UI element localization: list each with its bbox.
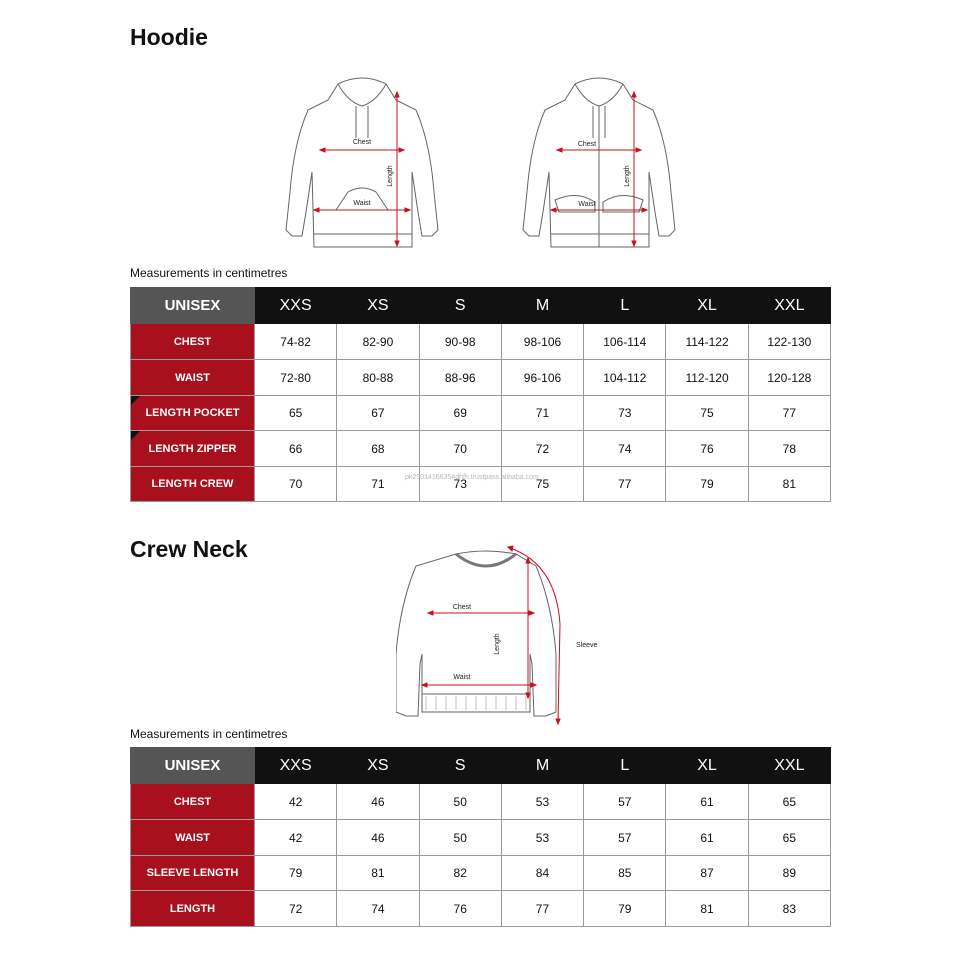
table-header-row <box>131 288 831 324</box>
table-cell: 106-114 <box>584 324 666 360</box>
size-header-l: L <box>584 288 666 324</box>
crew-chest-label: Chest <box>452 604 472 611</box>
hoodie-title: Hoodie <box>130 24 208 50</box>
row-label-text: LENGTH ZIPPER <box>148 442 237 455</box>
size-header-xxs: XXS <box>255 288 337 324</box>
size-header-xs: XS <box>337 748 419 784</box>
table-cell: 82-90 <box>337 324 419 360</box>
size-header-xxs: XXS <box>255 748 337 784</box>
watermark: pk29014166354dhfh.trustpass.alibaba.com <box>405 474 539 481</box>
table-row <box>131 467 831 502</box>
row-label-length-zipper <box>131 431 255 467</box>
table-cell: 68 <box>337 431 419 467</box>
table-row <box>131 431 831 467</box>
hoodie-measurement-note: Measurements in centimetres <box>130 266 288 280</box>
table-cell: 79 <box>584 891 666 927</box>
table-cell: 81 <box>337 856 419 891</box>
row-label-length-crew: LENGTH CREW <box>131 467 255 502</box>
zipper-waist-label: Waist <box>578 201 596 208</box>
table-cell: 89 <box>748 856 830 891</box>
table-cell: 84 <box>501 856 583 891</box>
table-row <box>131 891 831 927</box>
table-cell: 46 <box>337 820 419 856</box>
table-cell: 96-106 <box>501 360 583 396</box>
table-row <box>131 324 831 360</box>
table-cell: 70 <box>419 431 501 467</box>
corner-marker <box>131 431 140 440</box>
table-cell: 122-130 <box>748 324 830 360</box>
table-cell: 76 <box>419 891 501 927</box>
table-cell: 50 <box>419 784 501 820</box>
table-cell: 83 <box>748 891 830 927</box>
size-header-m: M <box>501 748 583 784</box>
row-label-waist: WAIST <box>131 820 255 856</box>
table-cell: 76 <box>666 431 748 467</box>
row-label-length-pocket <box>131 396 255 431</box>
size-header-m: M <box>501 288 583 324</box>
table-cell: 90-98 <box>419 324 501 360</box>
table-cell: 75 <box>501 467 583 502</box>
unisex-header: UNISEX <box>131 288 255 324</box>
table-cell: 120-128 <box>748 360 830 396</box>
table-cell: 66 <box>255 431 337 467</box>
hoodie-length-label: Length <box>387 165 394 187</box>
row-label-chest: CHEST <box>131 784 255 820</box>
crew-size-table <box>130 747 831 927</box>
table-cell: 53 <box>501 820 583 856</box>
table-cell: 74 <box>337 891 419 927</box>
crew-sleeve-label: Sleeve <box>576 642 598 649</box>
table-cell: 79 <box>255 856 337 891</box>
table-row <box>131 820 831 856</box>
row-label-waist: WAIST <box>131 360 255 396</box>
size-header-l: L <box>584 748 666 784</box>
crew-length-label: Length <box>494 633 501 655</box>
unisex-header: UNISEX <box>131 748 255 784</box>
table-cell: 87 <box>666 856 748 891</box>
row-label-length: LENGTH <box>131 891 255 927</box>
size-header-s: S <box>419 288 501 324</box>
table-cell: 98-106 <box>501 324 583 360</box>
size-header-xxl: XXL <box>748 288 830 324</box>
table-cell: 77 <box>501 891 583 927</box>
table-cell: 85 <box>584 856 666 891</box>
table-cell: 72-80 <box>255 360 337 396</box>
table-cell: 112-120 <box>666 360 748 396</box>
size-header-xxl: XXL <box>748 748 830 784</box>
table-cell: 79 <box>666 467 748 502</box>
table-cell: 72 <box>501 431 583 467</box>
table-cell: 114-122 <box>666 324 748 360</box>
table-cell: 74-82 <box>255 324 337 360</box>
table-header-row <box>131 748 831 784</box>
table-cell: 72 <box>255 891 337 927</box>
hoodie-waist-label: Waist <box>353 200 371 207</box>
table-cell: 57 <box>584 820 666 856</box>
table-cell: 61 <box>666 784 748 820</box>
table-cell: 78 <box>748 431 830 467</box>
table-row <box>131 396 831 431</box>
zipper-chest-label: Chest <box>577 141 597 148</box>
table-cell: 42 <box>255 820 337 856</box>
crew-title: Crew Neck <box>130 536 248 562</box>
table-cell: 80-88 <box>337 360 419 396</box>
row-label-sleeve-length: SLEEVE LENGTH <box>131 856 255 891</box>
table-row <box>131 360 831 396</box>
crew-waist-label: Waist <box>453 674 471 681</box>
zipper-length-label: Length <box>624 165 631 187</box>
table-cell: 65 <box>255 396 337 431</box>
table-cell: 73 <box>419 467 501 502</box>
table-cell: 81 <box>666 891 748 927</box>
table-cell: 75 <box>666 396 748 431</box>
table-cell: 77 <box>748 396 830 431</box>
table-cell: 57 <box>584 784 666 820</box>
hoodie-zipper-illustration <box>515 72 683 252</box>
table-cell: 65 <box>748 784 830 820</box>
table-cell: 67 <box>337 396 419 431</box>
table-cell: 81 <box>748 467 830 502</box>
table-cell: 88-96 <box>419 360 501 396</box>
table-cell: 74 <box>584 431 666 467</box>
table-cell: 42 <box>255 784 337 820</box>
table-cell: 53 <box>501 784 583 820</box>
crew-measurement-note: Measurements in centimetres <box>130 727 288 741</box>
size-header-xs: XS <box>337 288 419 324</box>
hoodie-chest-label: Chest <box>352 139 372 146</box>
crew-neck-illustration <box>396 544 606 726</box>
size-header-xl: XL <box>666 288 748 324</box>
row-label-chest: CHEST <box>131 324 255 360</box>
table-cell: 73 <box>584 396 666 431</box>
table-cell: 65 <box>748 820 830 856</box>
row-label-text: LENGTH POCKET <box>145 407 240 419</box>
size-header-xl: XL <box>666 748 748 784</box>
table-cell: 50 <box>419 820 501 856</box>
table-cell: 71 <box>501 396 583 431</box>
table-row <box>131 784 831 820</box>
hoodie-size-table <box>130 287 831 502</box>
table-cell: 61 <box>666 820 748 856</box>
table-cell: 77 <box>584 467 666 502</box>
table-cell: 46 <box>337 784 419 820</box>
table-cell: 69 <box>419 396 501 431</box>
table-cell: 82 <box>419 856 501 891</box>
size-header-s: S <box>419 748 501 784</box>
hoodie-pullover-illustration <box>278 72 446 252</box>
table-cell: 71 <box>337 467 419 502</box>
table-cell: 70 <box>255 467 337 502</box>
table-cell: 104-112 <box>584 360 666 396</box>
corner-marker <box>131 396 140 405</box>
table-row <box>131 856 831 891</box>
